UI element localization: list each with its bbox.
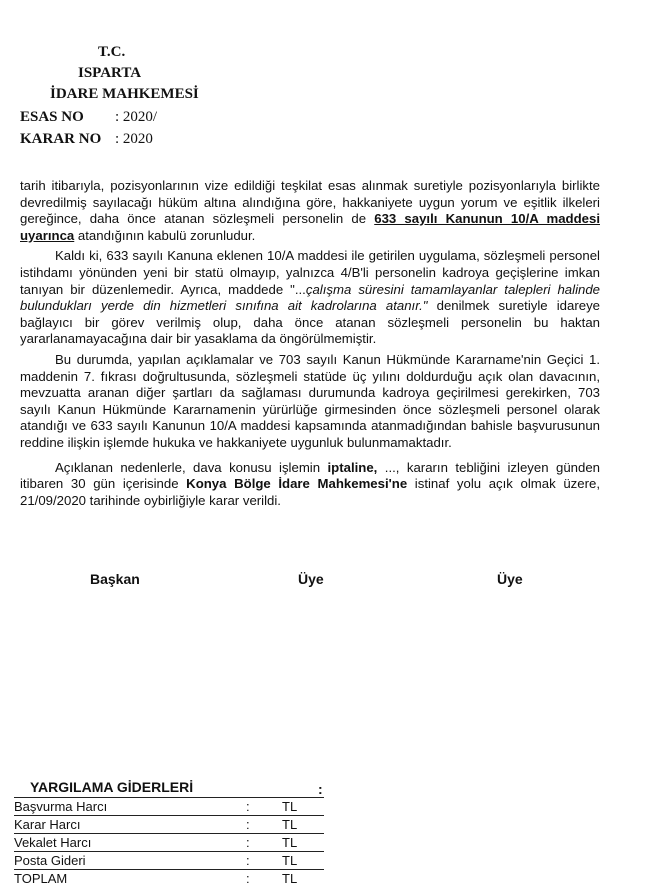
esas-label: ESAS NO <box>20 109 84 125</box>
quoted-provision: çalışma süresini tamamlayanlar talepleri halinde bulundukları yerde din hizmetleri sınıfına ait kadrolarına atanır." <box>20 281 601 314</box>
karar-value: : 2020 <box>115 131 153 147</box>
paragraph-4: Açıklanan nedenlerle, dava konusu işlemin iptaline, ..., kararın tebliğini izleyen günden itibaren 30 gün içerisinde Konya Bölge İdare Mahkemesi'ne istinaf yolu açık olmak üzere, 21/09/2020 tarihinde oybirliğiyle karar verildi. <box>20 459 600 508</box>
esas-value: : 2020/ <box>115 109 158 125</box>
signature-uye-1: Üye <box>298 571 324 587</box>
paragraph-1: tarih itibarıyla, pozisyonlarının vize edildiği teşkilat esas alınmak suretiyle pozisyonlarıyla birlikte devredilmiş sayılacağı hüküm altına alındığına göre, hakkaniyete uygun yorum ve eşitlik ilkeleri gereğince, daha önce atanan sözleşmeli personelin de 633 sayılı Kanunun 10/A maddesi uyarınca atandığının kabulü zorunludur. <box>20 178 600 243</box>
header-city: ISPARTA <box>78 65 142 81</box>
signature-uye-2: Üye <box>497 571 523 587</box>
cost-row-karar: Karar Harcı : TL <box>14 816 324 834</box>
paragraph-3: Bu durumda, yapılan açıklamalar ve 703 sayılı Kanun Hükmünde Kararname'nin Geçici 1. maddenin 7. fıkrası doğrultusunda, sözleşmeli statüde üç yılını doldurduğu açık olan davacının, mevzuatta aranan diğer şartları da sağlaması durumunda kadroya geçirilmesi gerekirken, 703 sayılı Kanun Hükmünde Kararnamenin yürürlüğe girmesinden önce sözleşmeli personel olarak atandığı ve 633 sayılı Kanunun 10/A maddesi kapsamında atanmadığından bahisle başvurusunun reddine ilişkin işlemde hukuka ve hakkaniyete uygunluk bulunmamaktadır. <box>20 351 600 450</box>
cost-row-basvurma: Başvurma Harcı : TL <box>14 798 324 816</box>
law-reference: 633 sayılı Kanunun 10/A maddesi uyarınca <box>20 211 600 243</box>
cost-row-toplam: TOPLAM : TL <box>14 871 298 886</box>
costs-title: YARGILAMA GİDERLERİ <box>30 779 194 795</box>
paragraph-2: Kaldı ki, 633 sayılı Kanuna eklenen 10/A maddesi ile getirilen uygulama, sözleşmeli personel istihdamı yönünden yeni bir statü olmayıp, yalnızca 4/B'li personelin kadroya geçişlerine imkan tanıyan bir düzenlemedir. Ayrıca, maddede "...çalışma süresini tamamlayanlar talepleri halinde bulundukları yerde din hizmetleri sınıfına ait kadrolarına atanır." denilmek suretiyle idareye bağlayıcı bir görev verilmiş olup, daha önce atanan sözleşmeli personelin bu haktan yararlanamayacağına dair bir yasaklama da öngörülmemiştir. <box>20 248 601 347</box>
decision-body <box>20 178 600 509</box>
signature-baskan: Başkan <box>90 571 140 587</box>
cost-row-posta: Posta Gideri : TL <box>14 852 324 870</box>
cost-row-vekalet: Vekalet Harcı : TL <box>14 834 324 852</box>
header-tc: T.C. <box>98 44 126 60</box>
costs-title-colon: : <box>318 781 323 797</box>
karar-label: KARAR NO <box>20 131 102 147</box>
header-court: İDARE MAHKEMESİ <box>50 86 199 102</box>
